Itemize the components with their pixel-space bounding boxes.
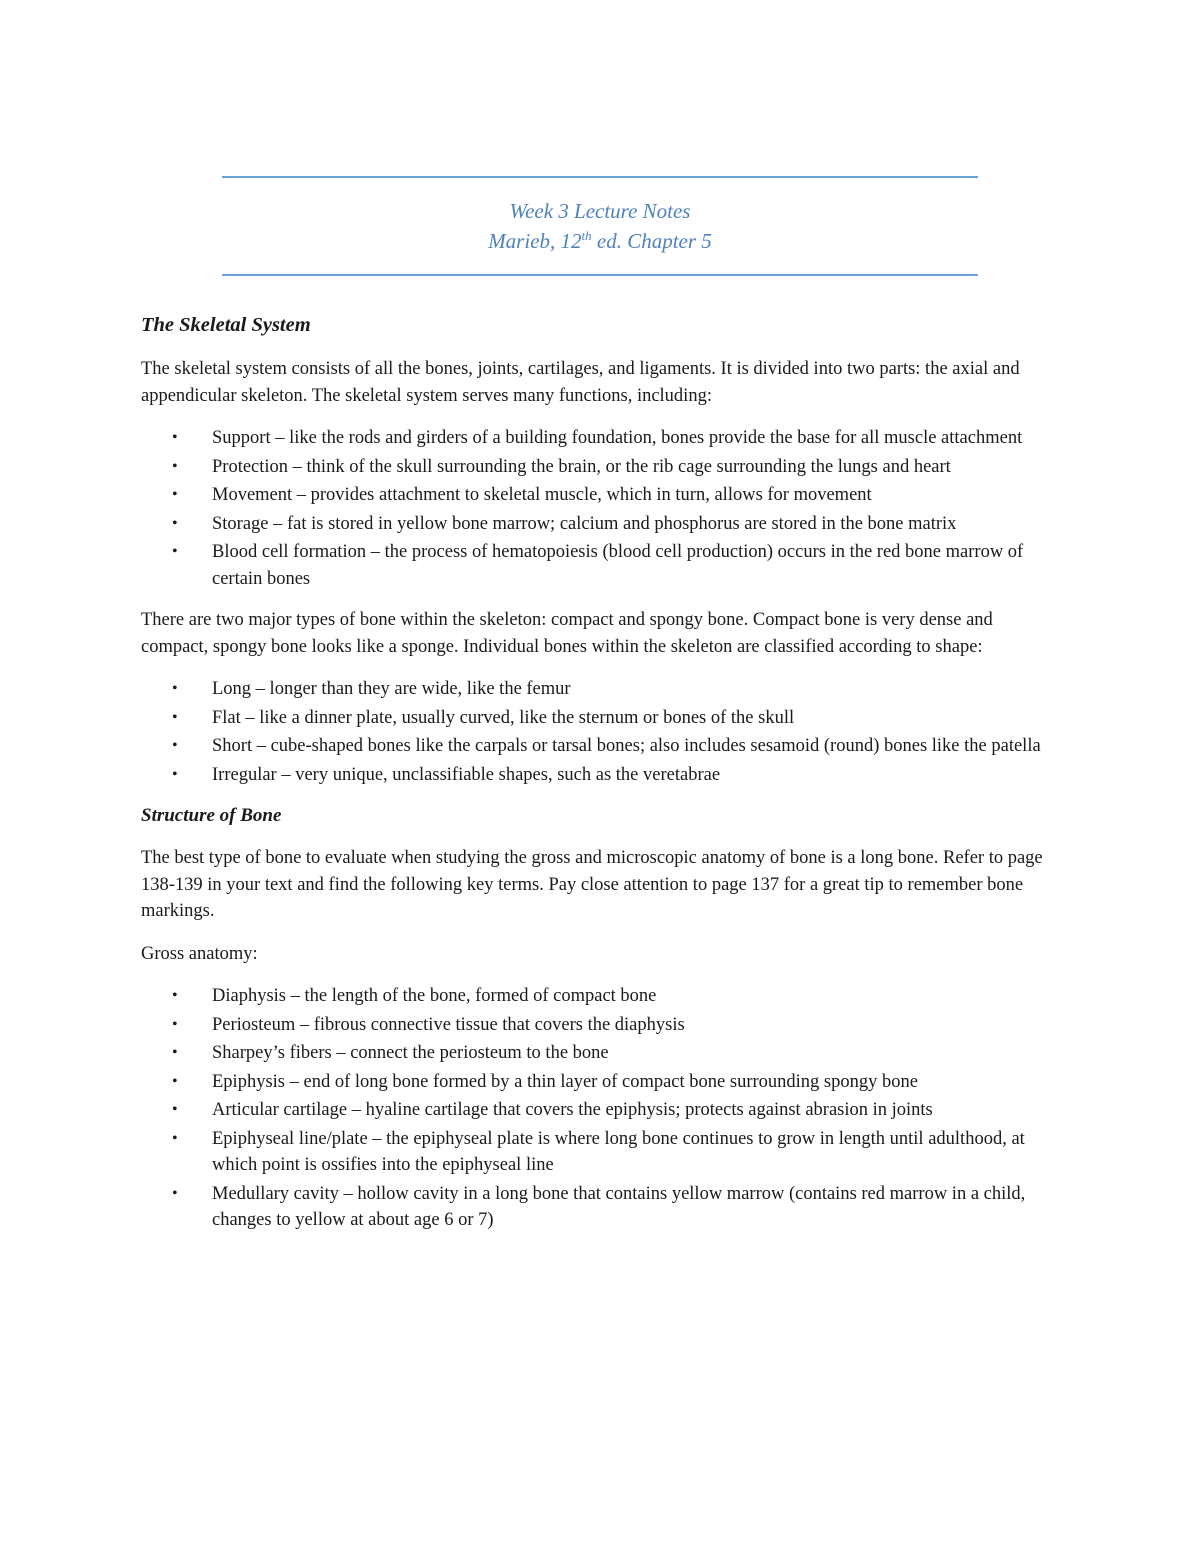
section-heading-skeletal-system: The Skeletal System xyxy=(141,314,311,336)
list-item xyxy=(172,1069,1061,1096)
list-item xyxy=(172,425,1061,452)
list-item-text: Long – longer than they are wide, like the femur xyxy=(212,679,571,699)
list-item xyxy=(172,454,1061,481)
bone-types-paragraph: There are two major types of bone within the skeleton: compact and spongy bone. Compact bone is very dense and compact, spongy bone looks like a sponge. Individual bones within the skeleton are classified according to shape: xyxy=(141,610,993,657)
bullet-icon: • xyxy=(172,1101,178,1118)
list-item-text: Sharpey’s fibers – connect the periosteum to the bone xyxy=(212,1043,609,1063)
header-subtitle-tail: ed. Chapter 5 xyxy=(591,229,712,253)
list-item-text: Protection – think of the skull surrounding the brain, or the rib cage surrounding the lungs and heart xyxy=(212,456,951,477)
list-item xyxy=(172,733,1061,760)
list-item-text: Movement – provides attachment to skeletal muscle, which in turn, allows for movement xyxy=(212,485,872,505)
list-item-text: Epiphysis – end of long bone formed by a thin layer of compact bone surrounding spongy bone xyxy=(212,1071,918,1092)
list-item-text: Storage – fat is stored in yellow bone marrow; calcium and phosphorus are stored in the bone matrix xyxy=(212,513,957,534)
list-item-text: Articular cartilage – hyaline cartilage that covers the epiphysis; protects against abrasion in joints xyxy=(212,1100,933,1120)
list-item-text: Medullary cavity – hollow cavity in a long bone that contains yellow marrow (contains red marrow in a child, changes to yellow at about age 6 or 7) xyxy=(212,1183,1026,1230)
structure-intro-paragraph: The best type of bone to evaluate when studying the gross and microscopic anatomy of bone is a long bone. Refer to page 138-139 in your text and find the following key terms. Pay close attention to page 137 for a great tip to remember bone markings. xyxy=(141,848,1043,921)
header-top-rule xyxy=(222,176,978,178)
list-item xyxy=(172,1181,1061,1234)
document-header xyxy=(222,196,978,256)
skeletal-intro-paragraph: The skeletal system consists of all the bones, joints, cartilages, and ligaments. It is divided into two parts: the axial and appendicular skeleton. The skeletal system serves many functions, including: xyxy=(141,359,1020,406)
bullet-icon: • xyxy=(172,765,178,783)
bone-shapes-list xyxy=(141,676,1061,788)
bullet-icon: • xyxy=(172,737,178,754)
list-item xyxy=(172,983,1061,1010)
bullet-icon: • xyxy=(172,708,178,726)
list-item xyxy=(172,762,1061,789)
bullet-icon: • xyxy=(172,429,178,446)
bullet-icon: • xyxy=(172,1129,178,1147)
bullet-icon: • xyxy=(172,457,178,475)
list-item xyxy=(172,705,1061,732)
list-item xyxy=(172,539,1061,592)
gross-anatomy-label: Gross anatomy: xyxy=(141,943,258,964)
list-item-text: Diaphysis – the length of the bone, formed of compact bone xyxy=(212,986,657,1006)
functions-list xyxy=(141,425,1061,592)
bullet-icon: • xyxy=(172,987,178,1004)
list-item-text: Blood cell formation – the process of hematopoiesis (blood cell production) occurs in the red bone marrow of certain bones xyxy=(212,542,1024,589)
header-title: Week 3 Lecture Notes xyxy=(509,199,691,223)
bullet-icon: • xyxy=(172,680,178,697)
bullet-icon: • xyxy=(172,543,178,560)
list-item xyxy=(172,482,1061,509)
list-item-text: Periosteum – fibrous connective tissue that covers the diaphysis xyxy=(212,1014,685,1035)
bullet-icon: • xyxy=(172,1072,178,1090)
gross-anatomy-list xyxy=(141,983,1061,1234)
bullet-icon: • xyxy=(172,486,178,503)
list-item-text: Short – cube-shaped bones like the carpals or tarsal bones; also includes sesamoid (round) bones like the patella xyxy=(212,736,1041,756)
list-item xyxy=(172,1040,1061,1067)
bullet-icon: • xyxy=(172,514,178,532)
list-item-text: Flat – like a dinner plate, usually curved, like the sternum or bones of the skull xyxy=(212,707,795,728)
list-item xyxy=(172,511,1061,538)
bullet-icon: • xyxy=(172,1044,178,1061)
list-item xyxy=(172,676,1061,703)
header-bottom-rule xyxy=(222,274,978,276)
header-subtitle xyxy=(222,226,978,256)
document-body xyxy=(141,310,1061,1249)
header-subtitle-superscript: th xyxy=(581,228,592,243)
list-item-text: Irregular – very unique, unclassifiable shapes, such as the veretabrae xyxy=(212,764,721,785)
bullet-icon: • xyxy=(172,1015,178,1033)
list-item xyxy=(172,1097,1061,1124)
bullet-icon: • xyxy=(172,1184,178,1202)
list-item-text: Support – like the rods and girders of a building foundation, bones provide the base for all muscle attachment xyxy=(212,428,1023,448)
header-subtitle-main: Marieb, 12 xyxy=(488,229,582,253)
list-item-text: Epiphyseal line/plate – the epiphyseal plate is where long bone continues to grow in length until adulthood, at which point is ossifies into the epiphyseal line xyxy=(212,1128,1025,1175)
list-item xyxy=(172,1012,1061,1039)
list-item xyxy=(172,1126,1061,1179)
section-heading-structure-of-bone: Structure of Bone xyxy=(141,805,282,826)
